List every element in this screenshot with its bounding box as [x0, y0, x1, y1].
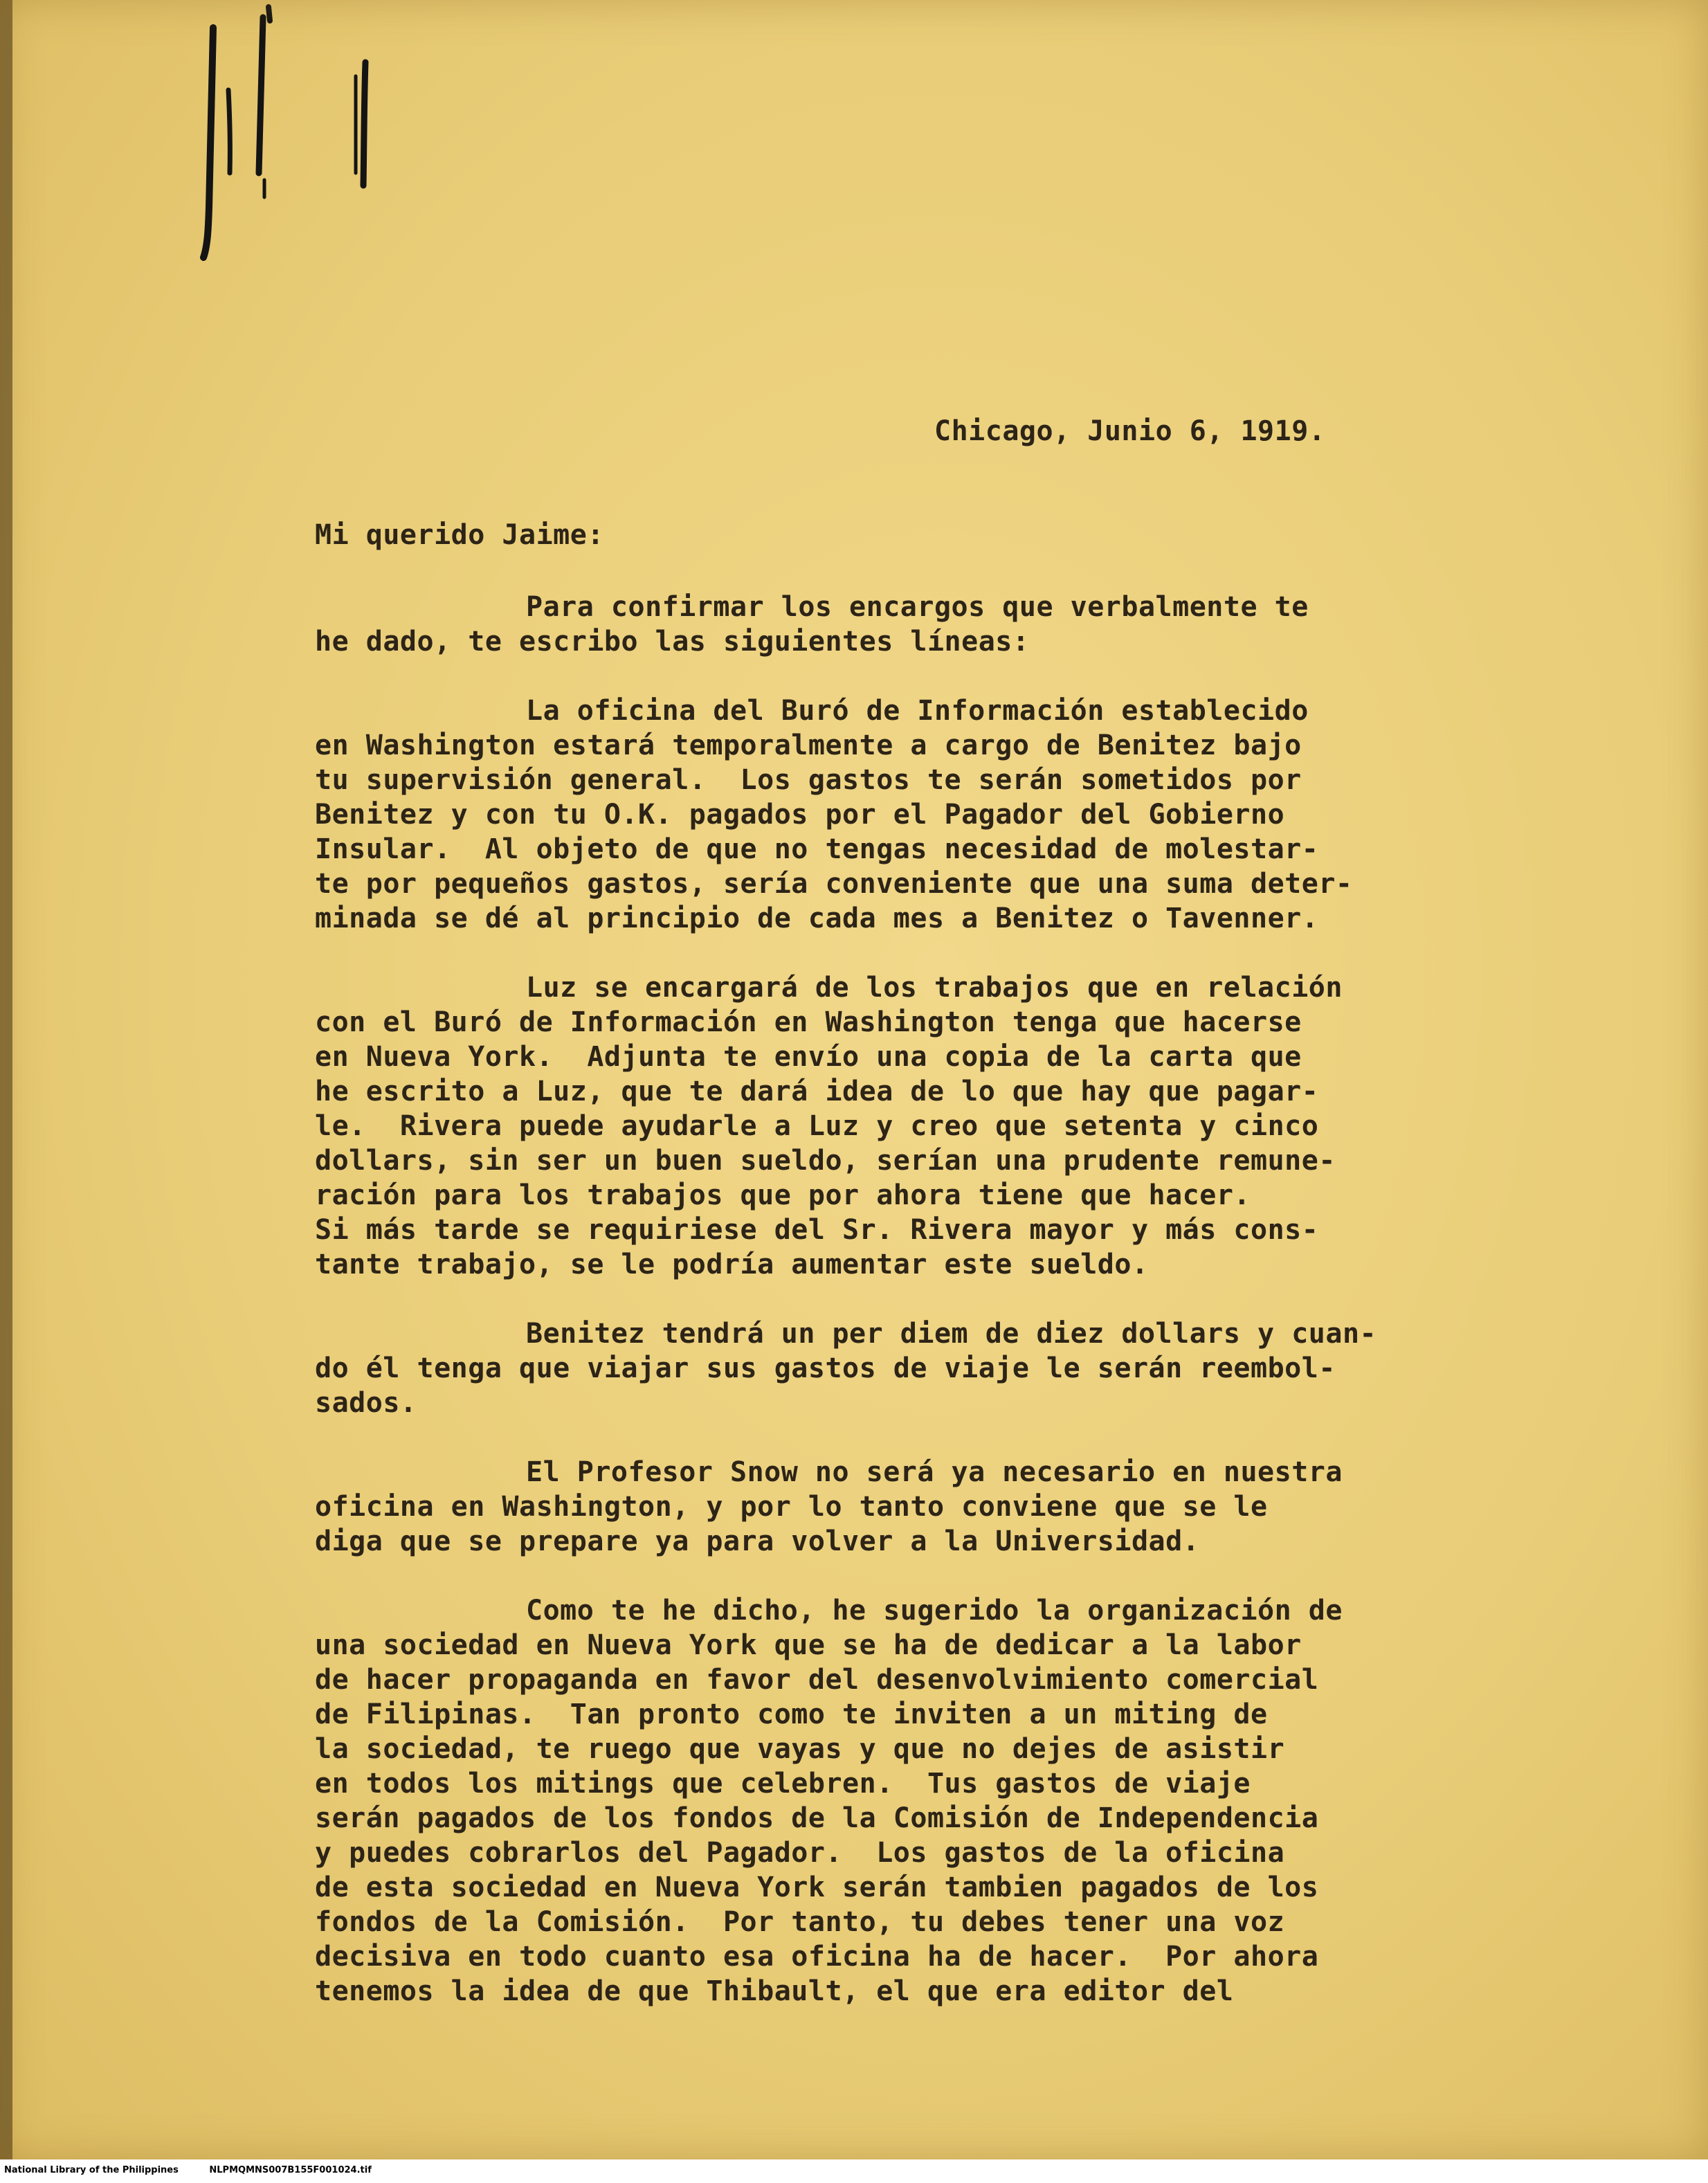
text-line: sados. [315, 1387, 417, 1419]
text-line: dollars, sin ser un buen sueldo, serían una prudente remune- [315, 1145, 1336, 1177]
paragraph-5 [315, 1455, 1630, 1559]
salutation: Mi querido Jaime: [315, 519, 604, 551]
text-line: de hacer propaganda en favor del desenvolvimiento comercial [315, 1664, 1319, 1696]
footer-institution: National Library of the Philippines [4, 2165, 179, 2175]
text-line: oficina en Washington, y por lo tanto conviene que se le [315, 1491, 1268, 1523]
text-line: fondos de la Comisión. Por tanto, tu debes tener una voz [315, 1906, 1285, 1938]
scan-edge-shadow [0, 0, 12, 2159]
text-line: y puedes cobrarlos del Pagador. Los gastos de la oficina [315, 1837, 1285, 1869]
text-line: he escrito a Luz, que te dará idea de lo que hay que pagar- [315, 1076, 1319, 1107]
pen-stroke-6 [363, 62, 365, 185]
text-line: Para confirmar los encargos que verbalmente te [526, 591, 1309, 623]
text-line: minada se dé al principio de cada mes a Benitez o Tavenner. [315, 903, 1319, 934]
text-line: en todos los mitings que celebren. Tus gastos de viaje [315, 1768, 1251, 1800]
text-line: decisiva en todo cuanto esa oficina ha de hacer. Por ahora [315, 1941, 1319, 1973]
text-line: con el Buró de Información en Washington tenga que hacerse [315, 1006, 1302, 1038]
text-line: tu supervisión general. Los gastos te serán sometidos por [315, 764, 1302, 796]
text-line: La oficina del Buró de Información establecido [526, 695, 1309, 727]
text-line: en Nueva York. Adjunta te envío una copia de la carta que [315, 1041, 1302, 1073]
pen-stroke-1 [203, 28, 213, 257]
text-line: El Profesor Snow no será ya necesario en nuestra [526, 1456, 1343, 1488]
pen-stroke-4 [269, 7, 270, 21]
paragraph-1 [315, 590, 1630, 659]
text-line: te por pequeños gastos, sería conveniente que una suma deter- [315, 868, 1353, 900]
text-line: la sociedad, te ruego que vayas y que no dejes de asistir [315, 1733, 1285, 1765]
text-line: tante trabajo, se le podría aumentar este sueldo. [315, 1249, 1149, 1280]
text-line: de esta sociedad en Nueva York serán tambien pagados de los [315, 1872, 1319, 1903]
handwritten-marks [187, 0, 394, 277]
date-line: Chicago, Junio 6, 1919. [934, 415, 1326, 447]
pen-stroke-3 [259, 17, 263, 173]
footer-caption [4, 2165, 399, 2175]
scan-footer [0, 2159, 1708, 2183]
text-line: Benitez y con tu O.K. pagados por el Pagador del Gobierno [315, 799, 1285, 831]
footer-file-id: NLPMQMNS007B155F001024.tif [209, 2165, 372, 2175]
text-line: he dado, te escribo las siguientes líneas: [315, 626, 1030, 658]
text-line: Como te he dicho, he sugerido la organización de [526, 1595, 1343, 1627]
text-line: le. Rivera puede ayudarle a Luz y creo que setenta y cinco [315, 1110, 1319, 1142]
text-line: en Washington estará temporalmente a cargo de Benitez bajo [315, 730, 1302, 761]
paragraph-6 [315, 1593, 1630, 2009]
text-line: do él tenga que viajar sus gastos de viaje le serán reembol- [315, 1352, 1336, 1384]
text-line: diga que se prepare ya para volver a la Universidad. [315, 1525, 1200, 1557]
text-line: Benitez tendrá un per diem de diez dollars y cuan- [526, 1318, 1377, 1350]
text-line: tenemos la idea de que Thibault, el que era editor del [315, 1975, 1234, 2007]
paragraph-3 [315, 970, 1630, 1282]
text-line: Si más tarde se requiriese del Sr. Rivera mayor y más cons- [315, 1214, 1319, 1246]
text-line: de Filipinas. Tan pronto como te inviten a un miting de [315, 1699, 1268, 1730]
paragraph-2 [315, 694, 1630, 936]
paragraph-4 [315, 1316, 1630, 1420]
text-line: serán pagados de los fondos de la Comisión de Independencia [315, 1802, 1319, 1834]
text-line: Luz se encargará de los trabajos que en relación [526, 972, 1343, 1004]
pen-stroke-2 [228, 90, 230, 173]
text-line: Insular. Al objeto de que no tengas necesidad de molestar- [315, 833, 1319, 865]
text-line: ración para los trabajos que por ahora tiene que hacer. [315, 1179, 1251, 1211]
text-line: una sociedad en Nueva York que se ha de dedicar a la labor [315, 1629, 1302, 1661]
